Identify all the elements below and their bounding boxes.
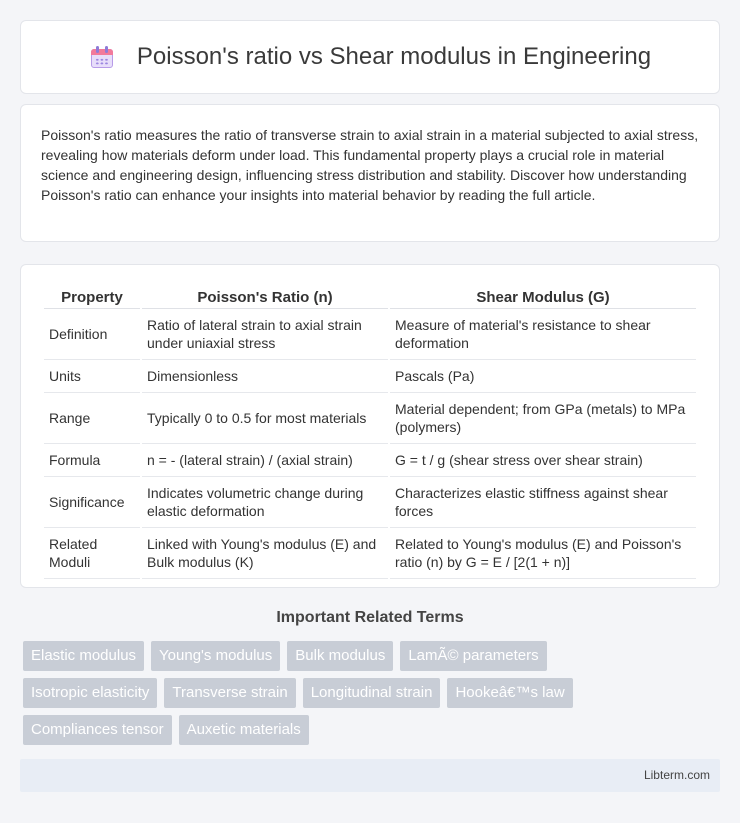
footer bbox=[20, 759, 720, 792]
row-label: Range bbox=[44, 393, 140, 444]
row-label: Significance bbox=[44, 477, 140, 528]
table-row bbox=[44, 360, 696, 393]
table-row bbox=[44, 477, 696, 528]
poisson-cell: Linked with Young's modulus (E) and Bulk modulus (K) bbox=[142, 528, 388, 579]
row-label: Units bbox=[44, 360, 140, 393]
poisson-cell: n = - (lateral strain) / (axial strain) bbox=[142, 444, 388, 477]
shear-cell: Characterizes elastic stiffness against shear forces bbox=[390, 477, 696, 528]
tag-isotropic-elasticity[interactable]: Isotropic elasticity bbox=[23, 678, 157, 708]
tag-longitudinal-strain[interactable]: Longitudinal strain bbox=[303, 678, 441, 708]
comparison-table bbox=[42, 285, 698, 579]
comparison-table-card bbox=[20, 264, 720, 588]
tag-auxetic-materials[interactable]: Auxetic materials bbox=[179, 715, 309, 745]
tag-lame-parameters[interactable]: LamÃ© parameters bbox=[400, 641, 546, 671]
shear-cell: Material dependent; from GPa (metals) to MPa (polymers) bbox=[390, 393, 696, 444]
related-terms-heading: Important Related Terms bbox=[276, 609, 464, 626]
table-row bbox=[44, 393, 696, 444]
poisson-cell: Typically 0 to 0.5 for most materials bbox=[142, 393, 388, 444]
tag-transverse-strain[interactable]: Transverse strain bbox=[164, 678, 295, 708]
row-label: Formula bbox=[44, 444, 140, 477]
poisson-cell: Indicates volumetric change during elastic deformation bbox=[142, 477, 388, 528]
calendar-icon bbox=[89, 44, 115, 70]
tag-row bbox=[23, 641, 723, 671]
row-label: Related Moduli bbox=[44, 528, 140, 579]
header-poissons-ratio: Poisson's Ratio (n) bbox=[142, 285, 388, 309]
table-row bbox=[44, 528, 696, 579]
shear-cell: Measure of material's resistance to shear deformation bbox=[390, 309, 696, 360]
table-row bbox=[44, 444, 696, 477]
shear-cell: Pascals (Pa) bbox=[390, 360, 696, 393]
intro-card bbox=[20, 104, 720, 242]
header-shear-modulus: Shear Modulus (G) bbox=[390, 285, 696, 309]
tag-youngs-modulus[interactable]: Young's modulus bbox=[151, 641, 280, 671]
title-card bbox=[20, 20, 720, 94]
tag-elastic-modulus[interactable]: Elastic modulus bbox=[23, 641, 144, 671]
related-terms-list bbox=[23, 641, 723, 752]
footer-site-link[interactable]: Libterm.com bbox=[643, 768, 710, 782]
tag-compliances-tensor[interactable]: Compliances tensor bbox=[23, 715, 172, 745]
shear-cell: Related to Young's modulus (E) and Poisson's ratio (n) by G = E / [2(1 + n)] bbox=[390, 528, 696, 579]
row-label: Definition bbox=[44, 309, 140, 360]
table-header-row bbox=[44, 285, 696, 309]
shear-cell: G = t / g (shear stress over shear strain) bbox=[390, 444, 696, 477]
intro-text: Poisson's ratio measures the ratio of transverse strain to axial strain in a material subjected to axial stress, revealing how materials deform under load. This fundamental property plays a crucial role in material science and engineering design, influencing stress distribution and stability. Discover how understanding Poisson's ratio can enhance your insights into material behavior by reading the full article. bbox=[41, 127, 699, 203]
page-title: Poisson's ratio vs Shear modulus in Engineering bbox=[136, 43, 652, 70]
tag-row bbox=[23, 715, 723, 745]
poisson-cell: Ratio of lateral strain to axial strain under uniaxial stress bbox=[142, 309, 388, 360]
tag-hookes-law[interactable]: Hookeâ€™s law bbox=[447, 678, 572, 708]
table-row bbox=[44, 309, 696, 360]
tag-bulk-modulus[interactable]: Bulk modulus bbox=[287, 641, 393, 671]
header-property: Property bbox=[44, 285, 140, 309]
tag-row bbox=[23, 678, 723, 708]
poisson-cell: Dimensionless bbox=[142, 360, 388, 393]
